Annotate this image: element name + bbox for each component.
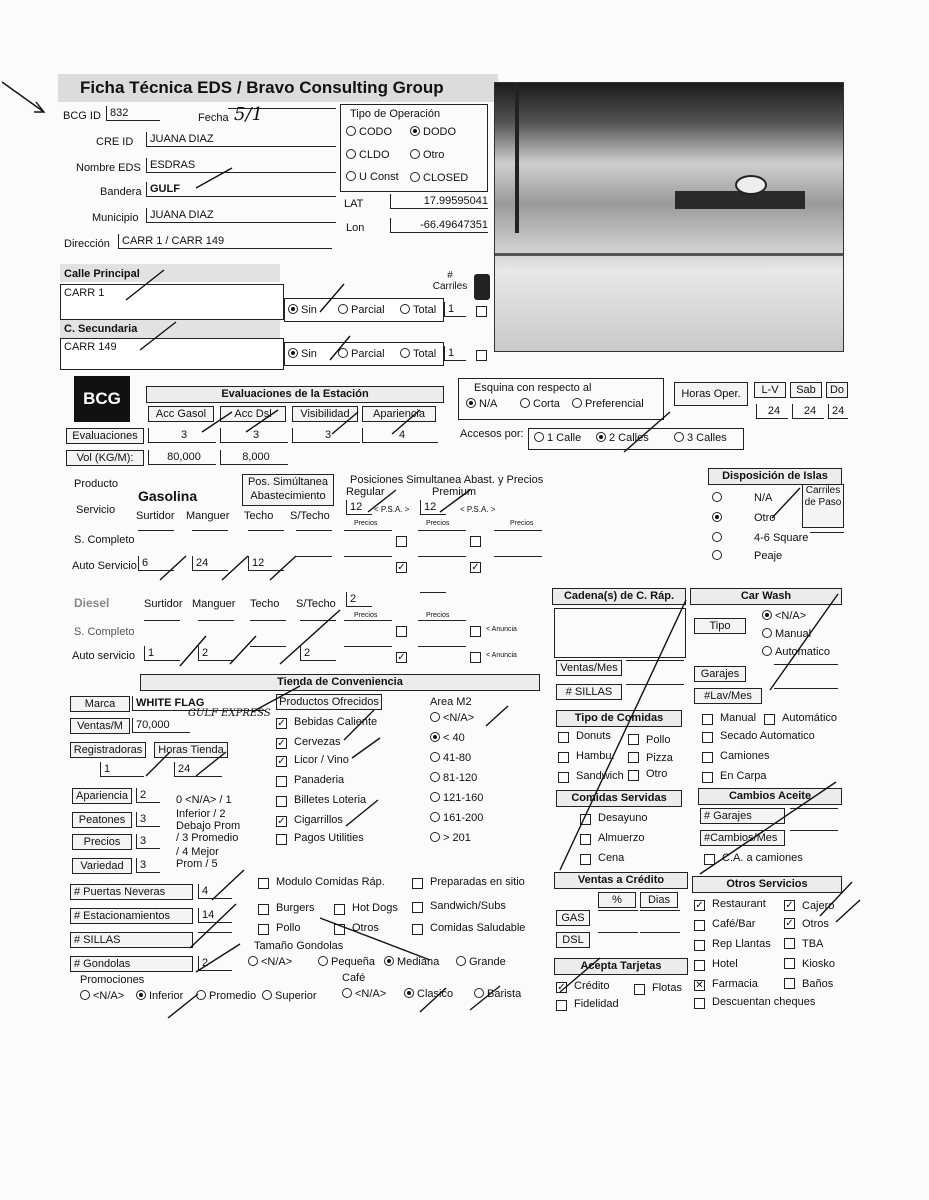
prod-licor-check[interactable]: ✓ — [277, 756, 286, 767]
pen-stroke — [368, 490, 470, 512]
direccion-label: Dirección — [64, 238, 110, 250]
municipio-field[interactable]: JUANA DIAZ — [146, 208, 336, 223]
principal-total[interactable]: Total — [400, 304, 436, 316]
area-na[interactable]: <N/A> — [430, 712, 474, 724]
pen-stroke — [560, 600, 686, 870]
evaluaciones-row-label: Evaluaciones — [66, 428, 144, 444]
dsl-col-stecho: S/Techo — [296, 598, 336, 610]
servida-desayuno: Desayuno — [598, 812, 648, 824]
otros-cajero: Cajero — [802, 900, 835, 912]
variedad-label: Variedad — [72, 858, 132, 874]
prod-cigarrillos-check[interactable]: ✓ — [277, 816, 286, 827]
gondolas-label: # Gondolas — [70, 956, 193, 972]
accesos-1calle[interactable]: 1 Calle — [534, 432, 581, 444]
peatones-field[interactable]: 3 — [136, 812, 160, 827]
pen-stroke — [770, 594, 838, 690]
dsl-col-techo: Techo — [250, 598, 280, 610]
gas-col-techo: Techo — [244, 510, 274, 522]
pen-stroke — [486, 706, 508, 726]
pen-stroke — [772, 488, 800, 518]
calle-secundaria-label: C. Secundaria — [64, 323, 138, 335]
esquina-na[interactable]: N/A — [466, 398, 497, 410]
cafe-barista[interactable]: Barista — [474, 988, 521, 1000]
vol-gasol[interactable]: 80,000 — [148, 450, 216, 465]
cw-carpa: En Carpa — [720, 770, 767, 782]
principal-parcial[interactable]: Parcial — [338, 304, 385, 316]
dsl-pos-val[interactable]: 2 — [346, 592, 372, 607]
otros-farmacia: Farmacia — [712, 978, 758, 990]
prod-bebidas-check[interactable]: ✓ — [277, 718, 286, 729]
gas-auto-manguer[interactable]: 24 — [192, 556, 228, 571]
horas-tienda-field[interactable]: 24 — [174, 762, 222, 777]
horas-do-label: Do — [826, 382, 848, 398]
sillas-label: # SILLAS — [70, 932, 193, 948]
esquina-preferencial[interactable]: Preferencial — [572, 398, 644, 410]
eval-apariencia[interactable]: 4 — [362, 428, 438, 443]
precios-label-2: Precios — [426, 520, 450, 527]
otros-kiosko: Kiosko — [802, 958, 836, 970]
pen-stroke — [168, 986, 500, 1018]
pen-stroke — [820, 882, 860, 922]
comida-otros: Otros — [352, 922, 379, 934]
horas-oper-label: Horas Oper. — [674, 382, 748, 406]
area-201[interactable]: > 201 — [430, 832, 471, 844]
gas-auto-check-prem[interactable]: ✓ — [471, 562, 480, 573]
diesel-title: Diesel — [74, 596, 110, 610]
pen-stroke — [202, 410, 420, 434]
comida-sandwich: Sandwich/Subs — [430, 900, 506, 912]
lat-label: LAT — [344, 198, 364, 210]
carwash-header: Car Wash — [690, 588, 842, 605]
promo-promedio[interactable]: Promedio — [196, 990, 256, 1002]
horas-tienda-label: Horas Tienda — [154, 742, 228, 758]
area-121-160[interactable]: 121-160 — [430, 792, 483, 804]
estac-label: # Estacionamientos — [70, 908, 193, 924]
carriles-secundaria[interactable]: 1 — [444, 346, 466, 361]
bandera-label: Bandera — [100, 186, 142, 198]
nombre-field[interactable]: ESDRAS — [146, 158, 336, 173]
horas-do[interactable]: 24 — [828, 404, 848, 419]
page-title: Ficha Técnica EDS / Bravo Consulting Group — [80, 78, 444, 97]
carriles-paso-label: Carriles de Paso — [802, 484, 844, 528]
cre-id-label: CRE ID — [96, 136, 134, 148]
bandera-field[interactable]: GULF — [146, 182, 336, 197]
marca-label: Marca — [70, 696, 130, 712]
promo-na[interactable]: <N/A> — [80, 990, 124, 1002]
horas-sab[interactable]: 24 — [792, 404, 824, 419]
fecha-label: Fecha — [198, 112, 229, 124]
accesos-3calles[interactable]: 3 Calles — [674, 432, 727, 444]
prod-loteria: Billetes Loteria — [294, 794, 367, 806]
bcg-id-field[interactable]: 832 — [106, 106, 160, 121]
precios-label-1: Precios — [354, 520, 378, 527]
otros-llantas: Rep Llantas — [712, 938, 771, 950]
cw-camiones: Camiones — [720, 750, 770, 762]
tamano-grande[interactable]: Grande — [456, 956, 506, 968]
lat-field[interactable]: 17.99595041 — [390, 194, 488, 209]
eval-visibilidad[interactable]: 3 — [292, 428, 360, 443]
area-label: Area M2 — [430, 696, 472, 708]
servida-almuerzo: Almuerzo — [598, 832, 645, 844]
tarjeta-credito-check[interactable]: ✓ — [557, 982, 566, 993]
prod-utilities: Pagos Utilities — [294, 832, 364, 844]
disp-square-label: 4-6 Square — [754, 532, 809, 544]
gas-col-manguer: Manguer — [186, 510, 230, 522]
promo-label: Promociones — [80, 974, 145, 986]
horas-sab-label: Sab — [790, 382, 822, 398]
comida-burgers: Burgers — [276, 902, 315, 914]
direccion-field[interactable]: CARR 1 / CARR 149 — [118, 234, 332, 249]
escala-3: / 3 Promedio — [176, 832, 239, 844]
escala-1: Inferior / 2 — [176, 808, 226, 820]
op-otro[interactable]: Otro — [410, 149, 444, 161]
bcg-id-label: BCG ID — [63, 110, 101, 122]
pen-stroke — [320, 918, 430, 960]
eval-acc-dsl[interactable]: 3 — [220, 428, 288, 443]
municipio-label: Municipio — [92, 212, 139, 224]
tarjeta-credito: Crédito — [574, 980, 610, 992]
premium-label: Premium — [432, 486, 477, 498]
gas-col-surtidor: Surtidor — [136, 510, 175, 522]
cw-auto: Automático — [782, 712, 838, 724]
prod-bebidas: Bebidas Caliente — [294, 716, 378, 728]
peatones-label: Peatones — [72, 812, 132, 828]
otros-hotel: Hotel — [712, 958, 738, 970]
cw-secado: Secado Automatico — [720, 730, 815, 742]
tipo-pollo: Pollo — [646, 734, 671, 746]
escala-4: / 4 Mejor — [176, 846, 219, 858]
tamano-mediana[interactable]: Mediana — [384, 956, 439, 968]
marca-field[interactable]: WHITE FLAG — [132, 696, 266, 711]
promo-inferior[interactable]: Inferior — [136, 990, 183, 1002]
prod-panaderia: Panaderia — [294, 774, 345, 786]
comidas-servidas-header: Comidas Servidas — [556, 790, 682, 807]
principal-sin[interactable]: Sin — [288, 304, 317, 316]
accesos-2calles[interactable]: 2 Calles — [596, 432, 649, 444]
dsl-col-manguer: Manguer — [192, 598, 236, 610]
cadena-ventas-label: Ventas/Mes — [556, 660, 622, 676]
secundaria-sin[interactable]: Sin — [288, 348, 317, 360]
pen-stroke — [700, 782, 836, 874]
registradoras-label: Registradoras — [70, 742, 146, 758]
pen-stroke — [560, 958, 600, 992]
escala-2: Debajo Prom — [176, 820, 241, 832]
tarjeta-fidelidad: Fidelidad — [574, 998, 619, 1010]
pos-sim-label: Pos. Simúltanea Abastecimiento — [242, 474, 334, 506]
variedad-field[interactable]: 3 — [136, 858, 160, 873]
pen-stroke — [320, 284, 344, 312]
cadena-sillas-label: # SILLAS — [556, 684, 622, 700]
gas-auto-check-reg[interactable]: ✓ — [397, 562, 406, 573]
pen-stroke — [160, 556, 296, 580]
prod-licor: Licor / Vino — [294, 754, 349, 766]
calle-principal-label: Calle Principal — [64, 268, 140, 280]
pen-stroke — [180, 610, 340, 666]
secundaria-total[interactable]: Total — [400, 348, 436, 360]
otros-otros-check[interactable]: ✓ — [785, 918, 794, 929]
comida-modulo: Modulo Comidas Ráp. — [276, 876, 385, 888]
op-dodo[interactable]: DODO — [410, 126, 456, 138]
calle-principal-field[interactable]: CARR 1 — [60, 284, 284, 320]
credito-pct-label: % — [598, 892, 636, 908]
esquina-label: Esquina con respecto al — [474, 382, 592, 394]
premium-psa: < P.S.A. > — [460, 505, 496, 514]
col-apariencia: Apariencia — [362, 406, 436, 422]
disp-na-label: N/A — [754, 492, 773, 504]
precios-label: Precios — [72, 834, 132, 850]
tipo-comidas-header: Tipo de Comidas — [556, 710, 682, 727]
gas-col-stecho: S/Techo — [290, 510, 330, 522]
prod-cervezas: Cervezas — [294, 736, 341, 748]
pen-stroke — [252, 686, 300, 712]
apariencia-label: Apariencia — [72, 788, 132, 804]
carwash-garajes-label: Garajes — [694, 666, 746, 682]
comida-pollo: Pollo — [276, 922, 301, 934]
producto-label: Producto — [74, 478, 119, 490]
prod-cervezas-check[interactable]: ✓ — [277, 738, 286, 749]
op-closed[interactable]: CLOSED — [410, 172, 468, 184]
promo-superior[interactable]: Superior — [262, 990, 317, 1002]
dsl-auto-surtidor[interactable]: 1 — [144, 646, 180, 661]
pen-stroke — [146, 752, 226, 776]
eval-acc-gasol[interactable]: 3 — [148, 428, 216, 443]
tienda-header: Tienda de Conveniencia — [140, 674, 540, 691]
dsl-auto-anuncia: < Anuncia — [486, 652, 517, 659]
dsl-auto-check-1[interactable]: ✓ — [397, 652, 406, 663]
tipo-operacion-label: Tipo de Operación — [350, 108, 441, 120]
disp-otro-label: Otro — [754, 512, 776, 524]
bcg-logo: BCG — [74, 376, 130, 422]
pen-stroke — [126, 270, 164, 300]
apariencia-field[interactable]: 2 — [136, 788, 160, 803]
otros-banos: Baños — [802, 978, 834, 990]
premium-val[interactable]: 12 — [420, 500, 446, 515]
carriles-principal[interactable]: 1 — [444, 302, 466, 317]
accesos-label: Accesos por: — [460, 428, 524, 440]
pen-stroke — [624, 412, 670, 452]
gas-completo-label: S. Completo — [74, 534, 135, 546]
servida-cena: Cena — [598, 852, 625, 864]
pen-stroke — [196, 168, 232, 188]
dsl-completo-anuncia: < Anuncia — [486, 626, 517, 633]
area-81-120[interactable]: 81-120 — [430, 772, 477, 784]
col-acc-dsl: Acc Dsl — [220, 406, 286, 422]
cafe-label: Café — [342, 972, 366, 984]
area-40[interactable]: < 40 — [430, 732, 465, 744]
otros-cafe: Café/Bar — [712, 918, 756, 930]
arrow-mark — [2, 82, 44, 112]
ventas-label: Ventas/M — [70, 718, 130, 734]
dsl-auto-label: Auto servicio — [72, 650, 135, 662]
otros-otros: Otros — [802, 918, 829, 930]
tarjetas-header: Acepta Tarjetas — [554, 958, 688, 975]
cre-id-field[interactable]: JUANA DIAZ — [146, 132, 336, 147]
gas-auto-techo[interactable]: 12 — [248, 556, 284, 571]
area-161-200[interactable]: 161-200 — [430, 812, 483, 824]
vol-dsl[interactable]: 8,000 — [220, 450, 288, 465]
regular-psa: < P.S.A. > — [374, 505, 410, 514]
aceite-cambios-label: #Cambios/Mes — [700, 830, 785, 846]
tamano-na[interactable]: <N/A> — [248, 956, 292, 968]
pen-stroke — [346, 800, 378, 826]
precios-field[interactable]: 3 — [136, 834, 160, 849]
pen-stroke — [344, 710, 380, 758]
otros-cheques: Descuentan cheques — [712, 996, 816, 1008]
dsl-auto-stecho[interactable]: 2 — [300, 646, 336, 661]
otros-restaurant-check[interactable]: ✓ — [695, 900, 704, 911]
registradoras-field[interactable]: 1 — [100, 762, 144, 777]
escala-5: Prom / 5 — [176, 858, 218, 870]
credito-gas-label: GAS — [556, 910, 590, 926]
aceite-header: Cambios Aceite — [698, 788, 842, 805]
lon-label: Lon — [346, 222, 365, 234]
area-41-80[interactable]: 41-80 — [430, 752, 471, 764]
pen-stroke — [190, 870, 244, 972]
dsl-completo-label: S. Completo — [74, 626, 135, 638]
otros-restaurant: Restaurant — [712, 898, 766, 910]
calle-secundaria-field[interactable]: CARR 149 — [60, 338, 284, 370]
comida-preparadas: Preparadas en sitio — [430, 876, 525, 888]
carwash-lav-label: #Lav/Mes — [694, 688, 762, 704]
dsl-precios-2: Precios — [426, 612, 450, 619]
pen-stroke — [330, 336, 350, 360]
aceite-garajes-label: # Garajes — [700, 808, 785, 824]
carwash-na[interactable]: <N/A> — [762, 610, 806, 622]
comida-saludable: Comidas Saludable — [430, 922, 526, 934]
evaluaciones-header: Evaluaciones de la Estación — [146, 386, 444, 403]
marca-handwriting: GULF EXPRESS — [188, 708, 271, 719]
fecha-handwriting: 5/1 — [234, 104, 263, 125]
puertas-label: # Puertas Neveras — [70, 884, 193, 900]
vol-label: Vol (KG/M): — [66, 450, 144, 466]
regular-val[interactable]: 12 — [346, 500, 372, 515]
comida-hotdogs: Hot Dogs — [352, 902, 398, 914]
gasolina-title: Gasolina — [138, 488, 198, 504]
precios-label-3: Precios — [510, 520, 534, 527]
carriles-label: # Carriles — [432, 270, 468, 292]
otros-cajero-check[interactable]: ✓ — [785, 900, 794, 911]
cafe-clasico[interactable]: Clasico — [404, 988, 453, 1000]
estac-field[interactable]: 14 — [198, 908, 232, 923]
gas-auto-label: Auto Servicio — [72, 560, 137, 572]
esquina-corta[interactable]: Corta — [520, 398, 560, 410]
col-visibilidad: Visibilidad — [292, 406, 358, 422]
carwash-tipo-label: Tipo — [694, 618, 746, 634]
cafe-na[interactable]: <N/A> — [342, 988, 386, 1000]
otros-tba: TBA — [802, 938, 824, 950]
tipo-sandwich: Sandwich — [576, 770, 624, 782]
credito-dias-label: Dias — [640, 892, 678, 908]
cadena-header: Cadena(s) de C. Ráp. — [552, 588, 686, 605]
dsl-auto-manguer[interactable]: 2 — [198, 646, 234, 661]
nombre-label: Nombre EDS — [76, 162, 141, 174]
carwash-automatico[interactable]: Automatico — [762, 646, 830, 658]
tipo-otro: Otro — [646, 768, 668, 780]
dsl-precios-1: Precios — [354, 612, 378, 619]
horas-lv[interactable]: 24 — [756, 404, 788, 419]
secundaria-parcial[interactable]: Parcial — [338, 348, 385, 360]
escala-0: 0 <N/A> / 1 — [176, 794, 232, 806]
servicio-label: Servicio — [76, 504, 116, 516]
productos-header: Productos Ofrecidos — [276, 694, 382, 710]
op-cldo[interactable]: CLDO — [346, 149, 390, 161]
op-uconst[interactable]: U Const — [346, 171, 399, 183]
credito-dsl-label: DSL — [556, 932, 590, 948]
regular-label: Regular — [346, 486, 385, 498]
tipo-hambu: Hambu. — [576, 750, 615, 762]
ventas-credito-header: Ventas a Crédito — [554, 872, 688, 889]
otros-header: Otros Servicios — [692, 876, 842, 893]
lon-field[interactable]: -66.49647351 — [390, 218, 488, 233]
gas-auto-surtidor[interactable]: 6 — [138, 556, 174, 571]
horas-lv-label: L-V — [754, 382, 786, 398]
dsl-col-surtidor: Surtidor — [144, 598, 183, 610]
col-acc-gasol: Acc Gasol — [148, 406, 214, 422]
tamano-pequena[interactable]: Pequeña — [318, 956, 375, 968]
disposicion-header: Disposición de Islas — [708, 468, 842, 485]
op-codo[interactable]: CODO — [346, 126, 392, 138]
prod-cigarrillos: Cigarrillos — [294, 814, 343, 826]
puertas-field[interactable]: 4 — [198, 884, 232, 899]
tarjeta-flotas: Flotas — [652, 982, 682, 994]
aceite-ca: C.A. a camiones — [722, 852, 803, 864]
otros-farmacia-check[interactable]: ✕ — [695, 980, 704, 991]
pos-prec-label: Posiciones Simultanea Abast. y Precios — [350, 474, 544, 486]
cw-manual: Manual — [720, 712, 757, 724]
tipo-pizza: Pizza — [646, 752, 673, 764]
pen-stroke — [140, 322, 176, 350]
tamano-label: Tamaño Gondolas — [254, 940, 344, 952]
ventas-field[interactable]: 70,000 — [132, 718, 190, 733]
tipo-donuts: Donuts — [576, 730, 611, 742]
carwash-manual[interactable]: Manual — [762, 628, 811, 640]
disp-peaje-label: Peaje — [754, 550, 783, 562]
gondolas-field[interactable]: 2 — [198, 956, 232, 971]
